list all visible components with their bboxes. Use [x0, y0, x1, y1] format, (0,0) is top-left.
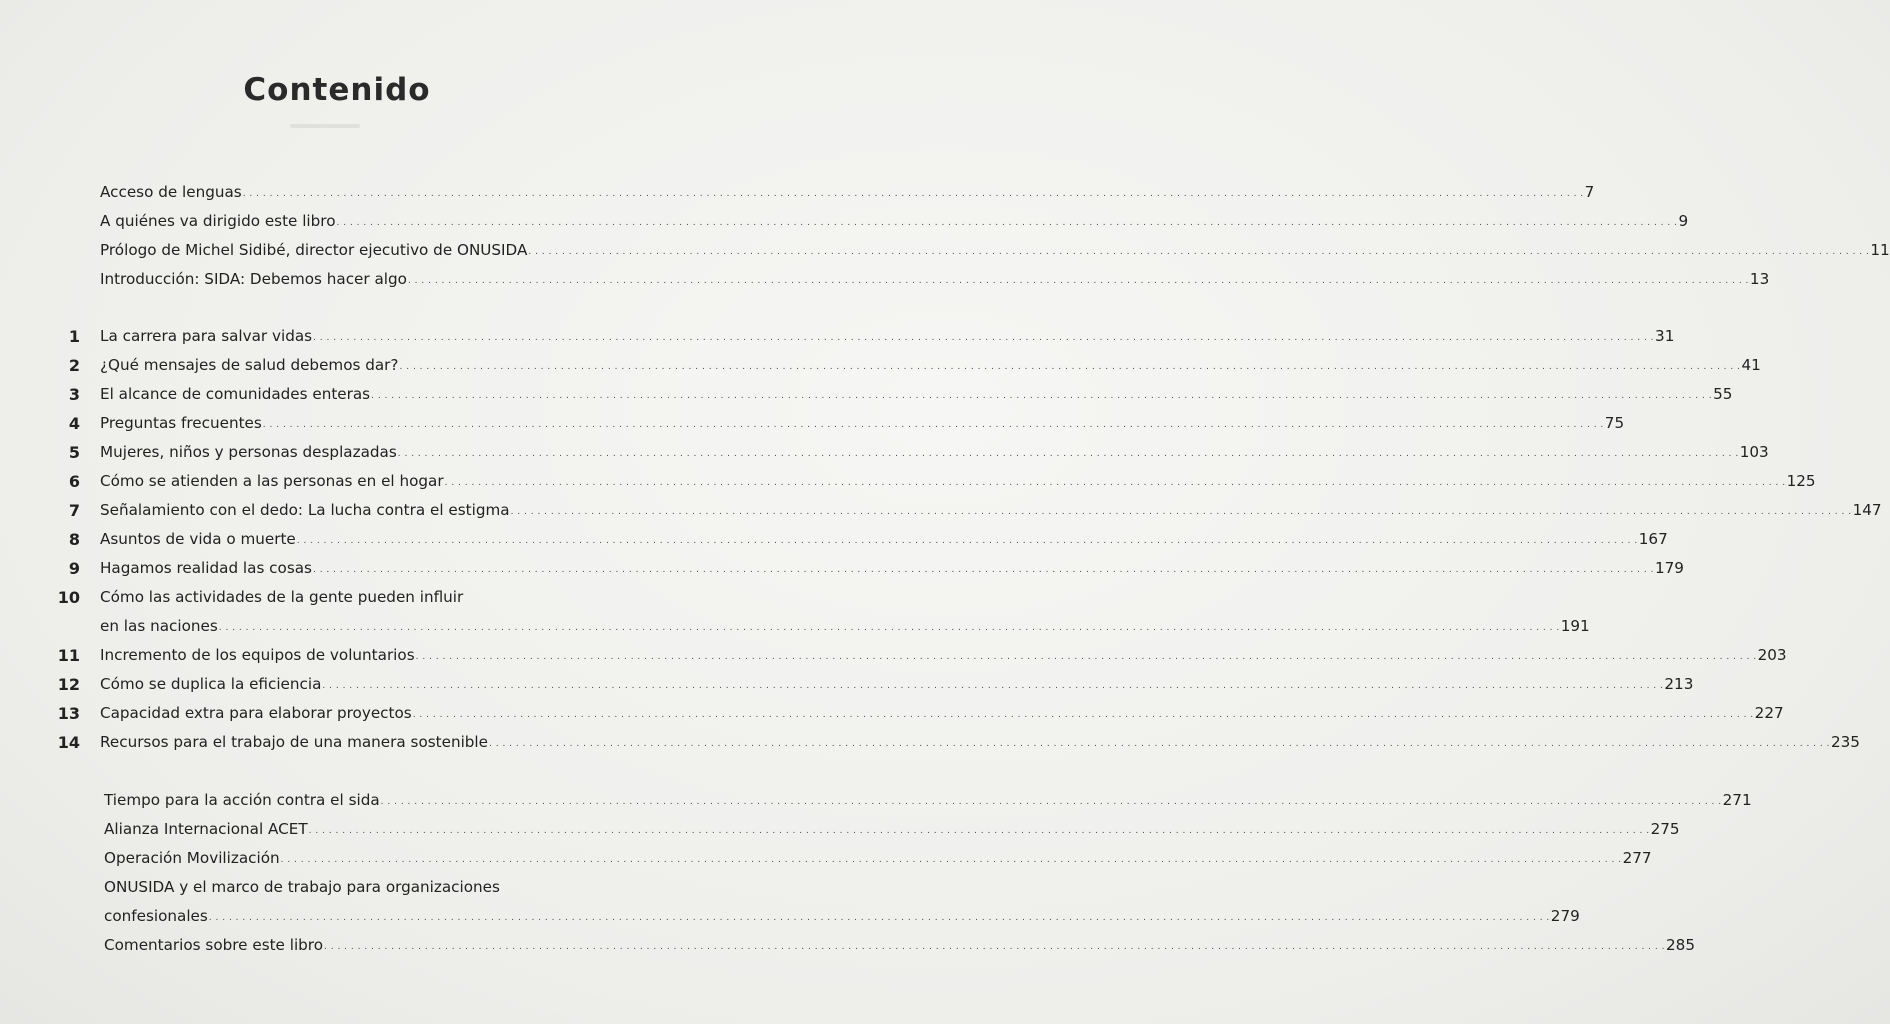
toc-entry	[0, 178, 1595, 207]
toc-entry-line	[100, 641, 1787, 673]
toc-page-number: 213	[1664, 675, 1694, 693]
toc-entry-title: Cómo se atienden a las personas en el hogar	[100, 472, 444, 490]
dot-leader: . . . . . . . . . . . . . . . . . . . . . . . . . . . . . . . . . . . . . . . . . . . . . . . . . . . . . . . . . . . . . . . . . . . . . . . . . . . . . . . . . . . . . . . . . . . . . . . . . . . . . . . . . . . . . . . . . . . . . . . . . . . . . . . . . . . . . . . . . . . . . . . . . . . . . . . . . . . . . . . . . . . . . . . . . . . . . . . . . . . . . . . . . . . . . . . . . . . . . . . .	[336, 218, 1678, 228]
toc-entry-line	[100, 670, 1694, 702]
toc-entry-line	[100, 409, 1625, 441]
dot-leader: . . . . . . . . . . . . . . . . . . . . . . . . . . . . . . . . . . . . . . . . . . . . . . . . . . . . . . . . . . . . . . . . . . . . . . . . . . . . . . . . . . . . . . . . . . . . . . . . . . . . . . . . . . . . . . . . . . . . . . . . . . . . . . . . . . . . . . . . . . . . . . . . . . . . . . . . . . . . . . . . . . . . . . . . . . . . . . . . . . . . . . . . . . . . . . . . . . . . . . . .	[397, 449, 1739, 459]
toc-entry-title: ¿Qué mensajes de salud debemos dar?	[100, 356, 399, 374]
toc-entry-title: Señalamiento con el dedo: La lucha contra el estigma	[100, 501, 510, 519]
dot-leader: . . . . . . . . . . . . . . . . . . . . . . . . . . . . . . . . . . . . . . . . . . . . . . . . . . . . . . . . . . . . . . . . . . . . . . . . . . . . . . . . . . . . . . . . . . . . . . . . . . . . . . . . . . . . . . . . . . . . . . . . . . . . . . . . . . . . . . . . . . . . . . . . . . . . . . . . . . . . . . . . . . . . . . . . . . . . . . . . . . . . . . . . . . . . . . . . . . . . . . . .	[380, 797, 1722, 807]
toc-page-number: 271	[1722, 791, 1752, 809]
dot-leader: . . . . . . . . . . . . . . . . . . . . . . . . . . . . . . . . . . . . . . . . . . . . . . . . . . . . . . . . . . . . . . . . . . . . . . . . . . . . . . . . . . . . . . . . . . . . . . . . . . . . . . . . . . . . . . . . . . . . . . . . . . . . . . . . . . . . . . . . . . . . . . . . . . . . . . . . . . . . . . . . . . . . . . . . . . . . . . . . . . . . . . . . . . . . . . . . . . . . . . . .	[313, 333, 1655, 343]
toc-entry-title: ONUSIDA y el marco de trabajo para organizaciones	[104, 878, 500, 896]
toc-entry-title: Tiempo para la acción contra el sida	[104, 791, 380, 809]
toc-entry-line	[100, 351, 1761, 383]
toc-page-number: 9	[1678, 212, 1689, 230]
toc-entry-title: Prólogo de Michel Sidibé, director ejecutivo de ONUSIDA	[100, 241, 528, 259]
toc-entry-line	[100, 265, 1770, 297]
toc-page-number: 227	[1754, 704, 1784, 722]
toc-entry	[0, 207, 1689, 236]
toc-entry	[0, 409, 1625, 438]
toc-entry-line	[104, 931, 1695, 963]
chapter-number: 3	[68, 385, 80, 404]
toc-page-number: 31	[1655, 327, 1675, 345]
toc-entry	[0, 525, 1668, 554]
toc-entry-line	[100, 525, 1668, 557]
toc-entry-title: Introducción: SIDA: Debemos hacer algo	[100, 270, 407, 288]
dot-leader: . . . . . . . . . . . . . . . . . . . . . . . . . . . . . . . . . . . . . . . . . . . . . . . . . . . . . . . . . . . . . . . . . . . . . . . . . . . . . . . . . . . . . . . . . . . . . . . . . . . . . . . . . . . . . . . . . . . . . . . . . . . . . . . . . . . . . . . . . . . . . . . . . . . . . . . . . . . . . . . . . . . . . . . . . . . . . . . . . . . . . . . . . . . . . . . . . . . . . . . .	[208, 913, 1550, 923]
toc-page-number: 125	[1786, 472, 1816, 490]
toc-entry	[0, 467, 1816, 496]
toc-entry	[0, 931, 1695, 960]
toc-page-number: 147	[1852, 501, 1882, 519]
toc-entry	[0, 438, 1769, 467]
toc-entry	[0, 322, 1675, 351]
toc-page-number: 277	[1622, 849, 1652, 867]
page-title: Contenido	[243, 72, 431, 108]
toc-page-number: 279	[1550, 907, 1580, 925]
toc-entry-title: en las naciones	[100, 617, 218, 635]
toc-entry	[0, 612, 1590, 641]
dot-leader: . . . . . . . . . . . . . . . . . . . . . . . . . . . . . . . . . . . . . . . . . . . . . . . . . . . . . . . . . . . . . . . . . . . . . . . . . . . . . . . . . . . . . . . . . . . . . . . . . . . . . . . . . . . . . . . . . . . . . . . . . . . . . . . . . . . . . . . . . . . . . . . . . . . . . . . . . . . . . . . . . . . . . . . . . . . . . . . . . . . . . . . . . . . . . . . . . . . . . . . .	[324, 942, 1665, 952]
toc-entry-title: Capacidad extra para elaborar proyectos	[100, 704, 412, 722]
toc-page-number: 13	[1749, 270, 1770, 288]
toc-entry-line	[100, 380, 1733, 412]
dot-leader: . . . . . . . . . . . . . . . . . . . . . . . . . . . . . . . . . . . . . . . . . . . . . . . . . . . . . . . . . . . . . . . . . . . . . . . . . . . . . . . . . . . . . . . . . . . . . . . . . . . . . . . . . . . . . . . . . . . . . . . . . . . . . . . . . . . . . . . . . . . . . . . . . . . . . . . . . . . . . . . . . . . . . . . . . . . . . . . . . . . . . . . . . . . . . . . . . . . . . . . .	[412, 710, 1754, 720]
dot-leader: . . . . . . . . . . . . . . . . . . . . . . . . . . . . . . . . . . . . . . . . . . . . . . . . . . . . . . . . . . . . . . . . . . . . . . . . . . . . . . . . . . . . . . . . . . . . . . . . . . . . . . . . . . . . . . . . . . . . . . . . . . . . . . . . . . . . . . . . . . . . . . . . . . . . . . . . . . . . . . . . . . . . . . . . . . . . . . . . . . . . . . . . . . . . . . . . . . . . . . . .	[489, 739, 1830, 749]
dot-leader: . . . . . . . . . . . . . . . . . . . . . . . . . . . . . . . . . . . . . . . . . . . . . . . . . . . . . . . . . . . . . . . . . . . . . . . . . . . . . . . . . . . . . . . . . . . . . . . . . . . . . . . . . . . . . . . . . . . . . . . . . . . . . . . . . . . . . . . . . . . . . . . . . . . . . . . . . . . . . . . . . . . . . . . . . . . . . . . . . . . . . . . . . . . . . . . . . . . . . . . .	[262, 420, 1604, 430]
toc-entry-title: Cómo se duplica la eficiencia	[100, 675, 322, 693]
toc-page-number: 103	[1739, 443, 1769, 461]
toc-page-number: 55	[1713, 385, 1733, 403]
toc-entry-line	[100, 322, 1675, 354]
toc-entry-line	[100, 438, 1769, 470]
dot-leader: . . . . . . . . . . . . . . . . . . . . . . . . . . . . . . . . . . . . . . . . . . . . . . . . . . . . . . . . . . . . . . . . . . . . . . . . . . . . . . . . . . . . . . . . . . . . . . . . . . . . . . . . . . . . . . . . . . . . . . . . . . . . . . . . . . . . . . . . . . . . . . . . . . . . . . . . . . . . . . . . . . . . . . . . . . . . . . . . . . . . . . . . . . . . . . . . . . . . . . . .	[444, 478, 1786, 488]
chapter-number: 1	[68, 327, 80, 346]
toc-page-number: 41	[1741, 356, 1761, 374]
dot-leader: . . . . . . . . . . . . . . . . . . . . . . . . . . . . . . . . . . . . . . . . . . . . . . . . . . . . . . . . . . . . . . . . . . . . . . . . . . . . . . . . . . . . . . . . . . . . . . . . . . . . . . . . . . . . . . . . . . . . . . . . . . . . . . . . . . . . . . . . . . . . . . . . . . . . . . . . . . . . . . . . . . . . . . . . . . . . . . . . . . . . . . . . . . . . . . . . . . . . . . . .	[312, 565, 1654, 575]
toc-entry	[0, 902, 1580, 931]
toc-page-number: 179	[1654, 559, 1684, 577]
toc-entry	[0, 670, 1694, 699]
chapter-number: 4	[68, 414, 80, 433]
chapter-number: 10	[57, 588, 80, 607]
toc-page-number: 11	[1870, 241, 1890, 259]
toc-entry-line	[100, 467, 1816, 499]
print-smudge	[290, 124, 360, 128]
toc-entry	[0, 554, 1684, 583]
dot-leader: . . . . . . . . . . . . . . . . . . . . . . . . . . . . . . . . . . . . . . . . . . . . . . . . . . . . . . . . . . . . . . . . . . . . . . . . . . . . . . . . . . . . . . . . . . . . . . . . . . . . . . . . . . . . . . . . . . . . . . . . . . . . . . . . . . . . . . . . . . . . . . . . . . . . . . . . . . . . . . . . . . . . . . . . . . . . . . . . . . . . . . . . . . . . . . . . . . . . . . . .	[322, 681, 1664, 691]
toc-page-number: 7	[1584, 183, 1595, 201]
toc-page-number: 167	[1638, 530, 1668, 548]
toc-entry	[0, 786, 1752, 815]
dot-leader: . . . . . . . . . . . . . . . . . . . . . . . . . . . . . . . . . . . . . . . . . . . . . . . . . . . . . . . . . . . . . . . . . . . . . . . . . . . . . . . . . . . . . . . . . . . . . . . . . . . . . . . . . . . . . . . . . . . . . . . . . . . . . . . . . . . . . . . . . . . . . . . . . . . . . . . . . . . . . . . . . . . . . . . . . . . . . . . . . . . . . . . . . . . . . . . . . . . . . . . .	[280, 855, 1622, 865]
chapter-number: 6	[68, 472, 80, 491]
toc-entry-first-line	[0, 583, 674, 612]
chapter-number: 12	[57, 675, 80, 694]
dot-leader: . . . . . . . . . . . . . . . . . . . . . . . . . . . . . . . . . . . . . . . . . . . . . . . . . . . . . . . . . . . . . . . . . . . . . . . . . . . . . . . . . . . . . . . . . . . . . . . . . . . . . . . . . . . . . . . . . . . . . . . . . . . . . . . . . . . . . . . . . . . . . . . . . . . . . . . . . . . . . . . . . . . . . . . . . . . . . . . . . . . . . . . . . . . . . . . . . . . . . . . .	[510, 507, 1852, 517]
toc-entry	[0, 265, 1770, 294]
toc-entry-line	[100, 612, 1590, 644]
chapter-number: 14	[57, 733, 80, 752]
toc-entry-title: confesionales	[104, 907, 208, 925]
toc-entry-line	[100, 178, 1595, 210]
toc-entry	[0, 728, 1860, 757]
dot-leader: . . . . . . . . . . . . . . . . . . . . . . . . . . . . . . . . . . . . . . . . . . . . . . . . . . . . . . . . . . . . . . . . . . . . . . . . . . . . . . . . . . . . . . . . . . . . . . . . . . . . . . . . . . . . . . . . . . . . . . . . . . . . . . . . . . . . . . . . . . . . . . . . . . . . . . . . . . . . . . . . . . . . . . . . . . . . . . . . . . . . . . . . . . . . . . . . . . . . . . . .	[528, 247, 1870, 257]
dot-leader: . . . . . . . . . . . . . . . . . . . . . . . . . . . . . . . . . . . . . . . . . . . . . . . . . . . . . . . . . . . . . . . . . . . . . . . . . . . . . . . . . . . . . . . . . . . . . . . . . . . . . . . . . . . . . . . . . . . . . . . . . . . . . . . . . . . . . . . . . . . . . . . . . . . . . . . . . . . . . . . . . . . . . . . . . . . . . . . . . . . . . . . . . . . . . . . . . . . . . . . .	[296, 536, 1638, 546]
dot-leader: . . . . . . . . . . . . . . . . . . . . . . . . . . . . . . . . . . . . . . . . . . . . . . . . . . . . . . . . . . . . . . . . . . . . . . . . . . . . . . . . . . . . . . . . . . . . . . . . . . . . . . . . . . . . . . . . . . . . . . . . . . . . . . . . . . . . . . . . . . . . . . . . . . . . . . . . . . . . . . . . . . . . . . . . . . . . . . . . . . . . . . . . . . . . . . . . . . . . . . . .	[218, 623, 1560, 633]
chapter-number: 13	[57, 704, 80, 723]
chapter-number: 9	[68, 559, 80, 578]
chapter-number: 7	[68, 501, 80, 520]
toc-entry	[0, 844, 1652, 873]
dot-leader: . . . . . . . . . . . . . . . . . . . . . . . . . . . . . . . . . . . . . . . . . . . . . . . . . . . . . . . . . . . . . . . . . . . . . . . . . . . . . . . . . . . . . . . . . . . . . . . . . . . . . . . . . . . . . . . . . . . . . . . . . . . . . . . . . . . . . . . . . . . . . . . . . . . . . . . . . . . . . . . . . . . . . . . . . . . . . . . . . . . . . . . . . . . . . . . . . . . . . . . .	[371, 391, 1713, 401]
toc-entry-line	[100, 728, 1860, 760]
toc-entry	[0, 351, 1761, 380]
toc-page-number: 235	[1830, 733, 1860, 751]
chapter-number: 11	[57, 646, 80, 665]
toc-entry	[0, 380, 1733, 409]
toc-entry	[0, 815, 1680, 844]
toc-entry-title: La carrera para salvar vidas	[100, 327, 313, 345]
toc-entry-line	[104, 815, 1680, 847]
toc-entry	[0, 496, 1882, 525]
chapter-number: 2	[68, 356, 80, 375]
dot-leader: . . . . . . . . . . . . . . . . . . . . . . . . . . . . . . . . . . . . . . . . . . . . . . . . . . . . . . . . . . . . . . . . . . . . . . . . . . . . . . . . . . . . . . . . . . . . . . . . . . . . . . . . . . . . . . . . . . . . . . . . . . . . . . . . . . . . . . . . . . . . . . . . . . . . . . . . . . . . . . . . . . . . . . . . . . . . . . . . . . . . . . . . . . . . . . . . . . . . . . . .	[415, 652, 1757, 662]
toc-entry-line	[100, 207, 1689, 239]
toc-entry-title: El alcance de comunidades enteras	[100, 385, 371, 403]
toc-entry-title: Recursos para el trabajo de una manera sostenible	[100, 733, 488, 751]
toc-page-number: 275	[1650, 820, 1680, 838]
dot-leader: . . . . . . . . . . . . . . . . . . . . . . . . . . . . . . . . . . . . . . . . . . . . . . . . . . . . . . . . . . . . . . . . . . . . . . . . . . . . . . . . . . . . . . . . . . . . . . . . . . . . . . . . . . . . . . . . . . . . . . . . . . . . . . . . . . . . . . . . . . . . . . . . . . . . . . . . . . . . . . . . . . . . . . . . . . . . . . . . . . . . . . . . . . . . . . . . . . . . . . . .	[399, 362, 1741, 372]
toc-entry-title: Mujeres, niños y personas desplazadas	[100, 443, 397, 461]
toc-entry	[0, 236, 1890, 265]
toc-entry-line	[100, 236, 1890, 268]
chapter-number: 8	[68, 530, 80, 549]
toc-page-number: 191	[1560, 617, 1590, 635]
toc-entry-line	[104, 786, 1752, 818]
toc-page-number: 203	[1757, 646, 1787, 664]
toc-entry-title: Operación Movilización	[104, 849, 280, 867]
toc-entry-title: A quiénes va dirigido este libro	[100, 212, 336, 230]
toc-entry-line	[100, 496, 1882, 528]
toc-entry-line	[100, 554, 1684, 586]
toc-entry-line	[104, 844, 1652, 876]
toc-entry-title: Hagamos realidad las cosas	[100, 559, 312, 577]
toc-entry-line	[100, 699, 1784, 731]
dot-leader: . . . . . . . . . . . . . . . . . . . . . . . . . . . . . . . . . . . . . . . . . . . . . . . . . . . . . . . . . . . . . . . . . . . . . . . . . . . . . . . . . . . . . . . . . . . . . . . . . . . . . . . . . . . . . . . . . . . . . . . . . . . . . . . . . . . . . . . . . . . . . . . . . . . . . . . . . . . . . . . . . . . . . . . . . . . . . . . . . . . . . . . . . . . . . . . . . . . . . . . .	[242, 189, 1584, 199]
toc-entry-title: Cómo las actividades de la gente pueden influir	[100, 588, 464, 606]
dot-leader: . . . . . . . . . . . . . . . . . . . . . . . . . . . . . . . . . . . . . . . . . . . . . . . . . . . . . . . . . . . . . . . . . . . . . . . . . . . . . . . . . . . . . . . . . . . . . . . . . . . . . . . . . . . . . . . . . . . . . . . . . . . . . . . . . . . . . . . . . . . . . . . . . . . . . . . . . . . . . . . . . . . . . . . . . . . . . . . . . . . . . . . . . . . . . . . . . . . . . . . .	[308, 826, 1650, 836]
chapter-number: 5	[68, 443, 80, 462]
toc-page-number: 75	[1604, 414, 1625, 432]
toc-entry	[0, 641, 1787, 670]
toc-entry-line	[104, 902, 1580, 934]
dot-leader: . . . . . . . . . . . . . . . . . . . . . . . . . . . . . . . . . . . . . . . . . . . . . . . . . . . . . . . . . . . . . . . . . . . . . . . . . . . . . . . . . . . . . . . . . . . . . . . . . . . . . . . . . . . . . . . . . . . . . . . . . . . . . . . . . . . . . . . . . . . . . . . . . . . . . . . . . . . . . . . . . . . . . . . . . . . . . . . . . . . . . . . . . . . . . . . . . . . . . . . .	[407, 276, 1749, 286]
toc-entry-title: Acceso de lenguas	[100, 183, 242, 201]
toc-entry-first-line	[0, 873, 674, 902]
toc-entry-title: Asuntos de vida o muerte	[100, 530, 296, 548]
toc-entry-title: Preguntas frecuentes	[100, 414, 262, 432]
toc-page-number: 285	[1666, 936, 1695, 954]
toc-entry-title: Comentarios sobre este libro	[104, 936, 324, 954]
toc-entry-title: Alianza Internacional ACET	[104, 820, 308, 838]
toc-entry	[0, 699, 1784, 728]
toc-entry-title: Incremento de los equipos de voluntarios	[100, 646, 415, 664]
